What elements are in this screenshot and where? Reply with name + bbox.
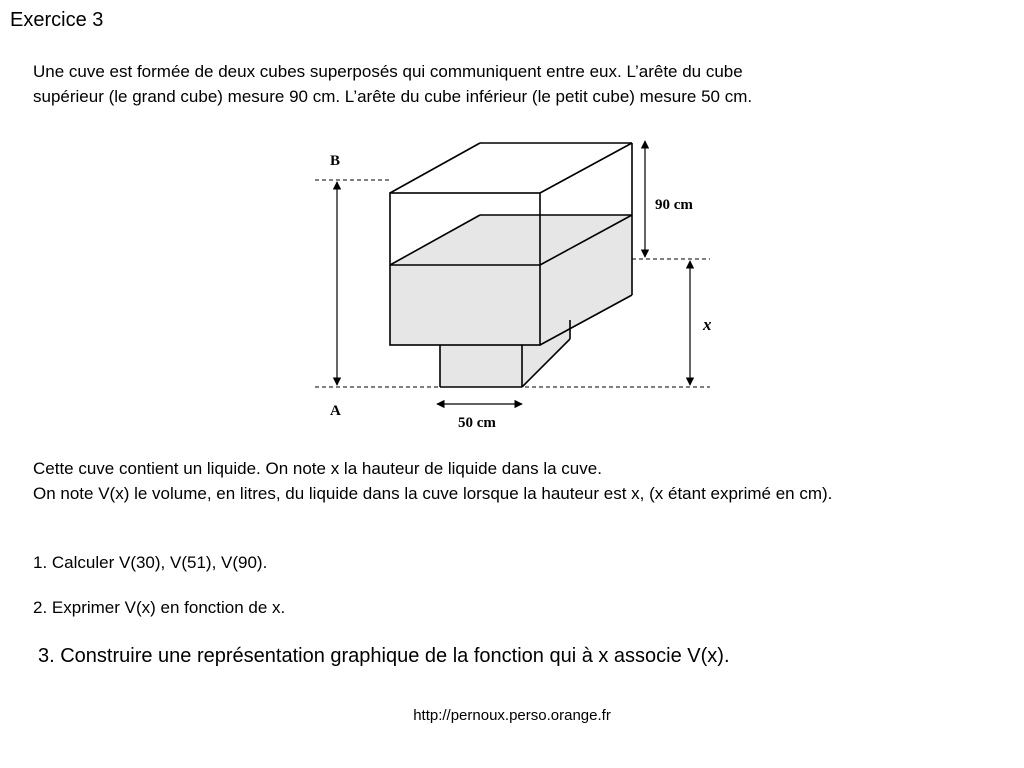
tank-diagram <box>310 135 730 440</box>
question-3: 3. Construire une représentation graphique de la fonction qui à x associe V(x). <box>38 645 730 667</box>
intro-line-2: supérieur (le grand cube) mesure 90 cm. L’arête du cube inférieur (le petit cube) mesure 50 cm. <box>33 87 753 106</box>
footer-url: http://pernoux.perso.orange.fr <box>413 707 611 724</box>
question-1: 1. Calculer V(30), V(51), V(90). <box>33 553 268 572</box>
liquid-fill <box>390 215 632 387</box>
description-line-1: Cette cuve contient un liquide. On note x la hauteur de liquide dans la cuve. <box>33 459 602 478</box>
intro-line-1: Une cuve est formée de deux cubes superposés qui communiquent entre eux. L’arête du cube <box>33 62 743 81</box>
question-2: 2. Exprimer V(x) en fonction de x. <box>33 598 286 617</box>
exercise-title: Exercice 3 <box>10 9 104 31</box>
description-line-2: On note V(x) le volume, en litres, du liquide dans la cuve lorsque la hauteur est x, (x étant exprimé en cm). <box>33 484 833 503</box>
description-paragraph <box>33 456 998 506</box>
tank-figure <box>310 135 730 440</box>
label-x: x <box>703 315 712 334</box>
label-50cm: 50 cm <box>458 415 496 431</box>
label-a: A <box>330 403 341 419</box>
label-90cm: 90 cm <box>655 197 693 213</box>
label-b: B <box>330 153 341 169</box>
intro-paragraph <box>33 59 993 109</box>
